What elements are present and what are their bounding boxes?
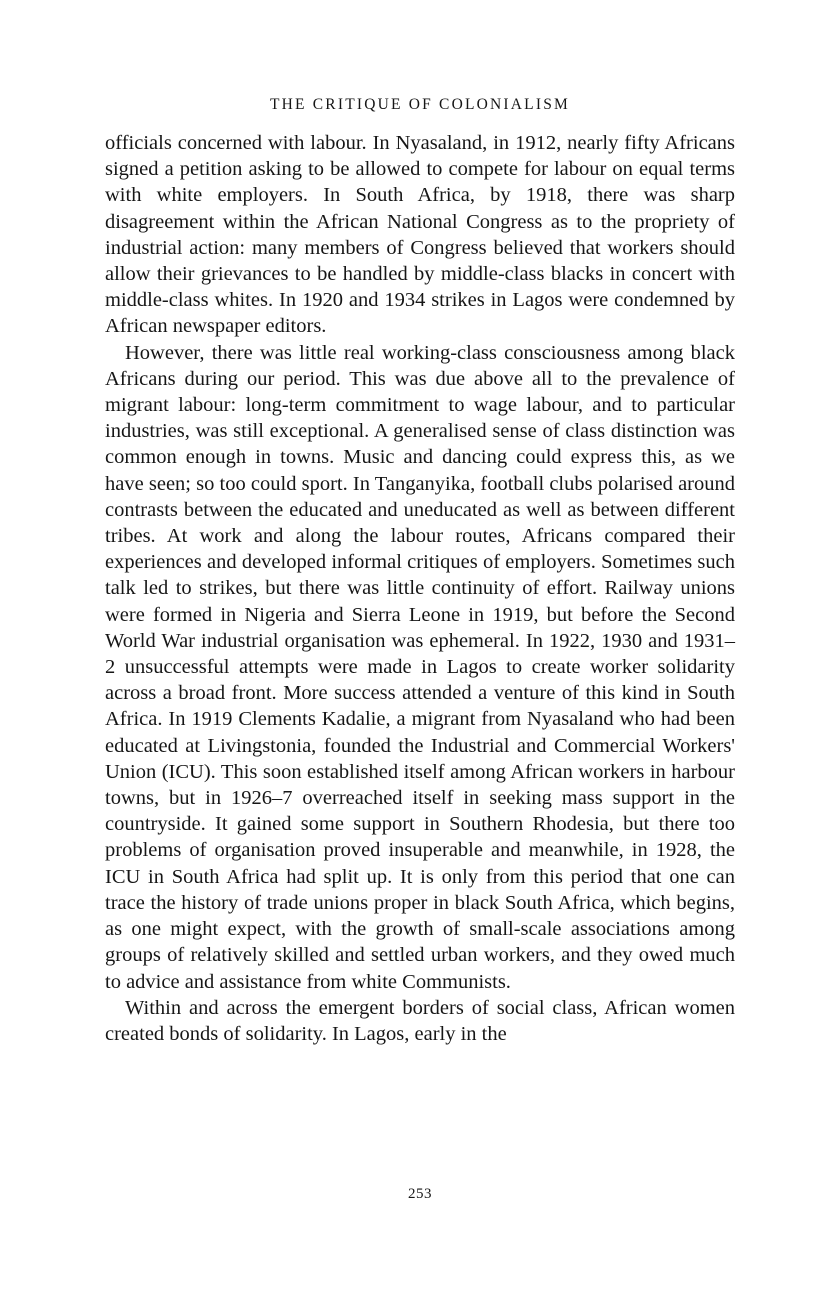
- body-text: [105, 130, 735, 1047]
- paragraph-working-class: However, there was little real working-class consciousness among black Africans during our period. This was due above all to the prevalence of migrant labour: long-term commitment to wage labour, and to particular industries, was still exceptional. A generalised sense of class distinction was common enough in towns. Music and dancing could express this, as we have seen; so too could sport. In Tanganyika, football clubs polarised around contrasts between the educated and uneducated as well as between different tribes. At work and along the labour routes, Africans compared their experiences and developed informal critiques of employers. Sometimes such talk led to strikes, but there was little continuity of effort. Railway unions were formed in Nigeria and Sierra Leone in 1919, but before the Second World War industrial organisation was ephemeral. In 1922, 1930 and 1931–2 unsuccessful attempts were made in Lagos to create worker solidarity across a broad front. More success attended a venture of this kind in South Africa. In 1919 Clements Kadalie, a migrant from Nyasaland who had been educated at Livingstonia, founded the Industrial and Commercial Workers' Union (ICU). This soon established itself among African workers in harbour towns, but in 1926–7 overreached itself in seeking mass support in the countryside. It gained some support in Southern Rhodesia, but there too problems of organisation proved insuperable and meanwhile, in 1928, the ICU in South Africa had split up. It is only from this period that one can trace the history of trade unions proper in black South Africa, which begins, as one might expect, with the growth of small-scale associations among groups of relatively skilled and settled urban workers, and they owed much to advice and assistance from white Communists.: [105, 341, 735, 993]
- paragraph-continued: officials concerned with labour. In Nyasaland, in 1912, nearly fifty Africans signed a petition asking to be allowed to compete for labour on equal terms with white employers. In South Africa, by 1918, there was sharp disagreement within the African National Congress as to the propriety of industrial action: many members of Congress believed that workers should allow their grievances to be handled by middle-class blacks in concert with middle-class whites. In 1920 and 1934 strikes in Lagos were condemned by African newspaper editors.: [105, 132, 735, 338]
- paragraph-women-solidarity: Within and across the emergent borders of social class, African women created bonds of solidarity. In Lagos, early in the: [105, 996, 735, 1045]
- page-number: 253: [408, 1186, 432, 1202]
- running-head: THE CRITIQUE OF COLONIALISM: [269, 96, 571, 113]
